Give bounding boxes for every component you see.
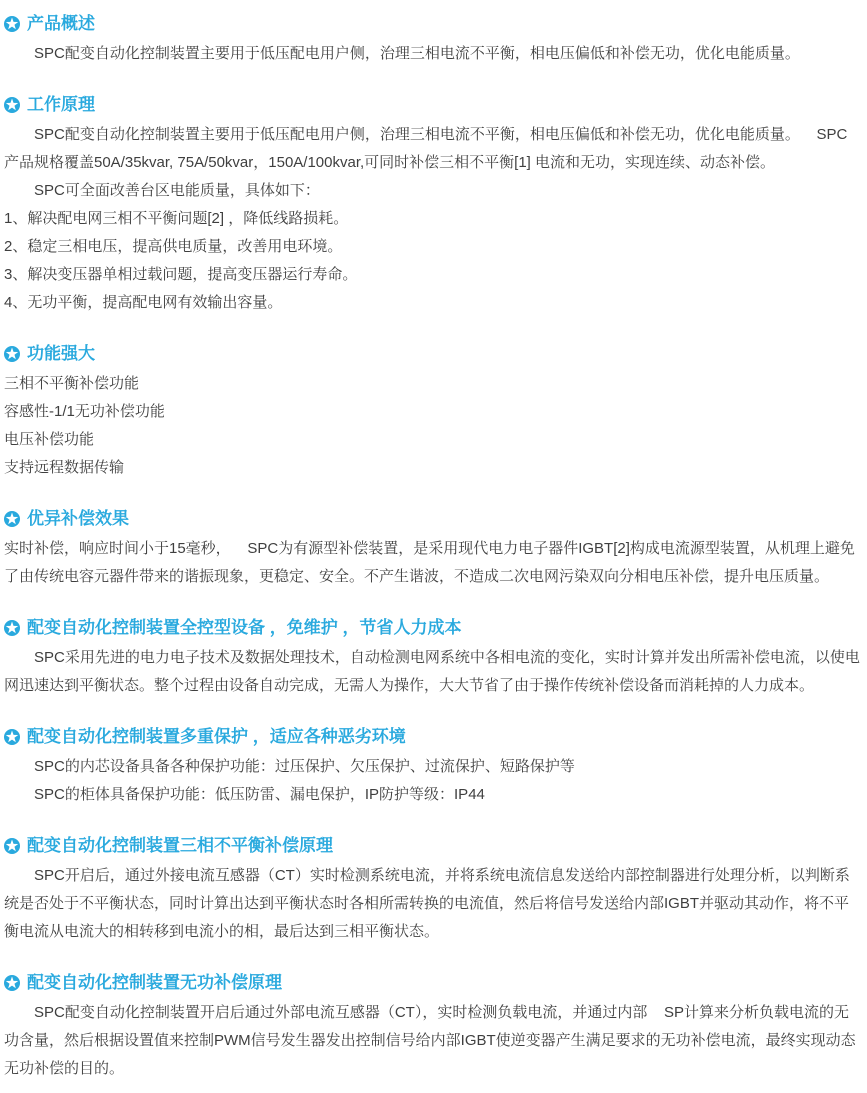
paragraph: SPC采用先进的电力电子技术及数据处理技术，自动检测电网系统中各相电流的变化，实时计算并发出所需补偿电流，以使电网迅速达到平衡状态。整个过程由设备自动完成，无需人为操作，大大节省了由于操作传统补偿设备而消耗掉的人力成本。 [4, 649, 860, 694]
section-7 [4, 834, 862, 946]
circled-star-icon [4, 838, 20, 854]
section-5 [4, 616, 862, 700]
section-4 [4, 507, 862, 591]
section-title: 配变自动化控制装置全控型设备 ，免维护 ，节省人力成本 [27, 618, 462, 637]
section-body [4, 999, 862, 1083]
section-body [4, 40, 862, 68]
section-heading [4, 342, 862, 366]
paragraph: 容感性-1/1无功补偿功能 [4, 403, 165, 420]
section-title: 功能强大 [27, 344, 95, 363]
paragraph: 2、稳定三相电压，提高供电质量，改善用电环境。 [4, 238, 343, 255]
section-body [4, 753, 862, 809]
section-heading [4, 93, 862, 117]
section-6 [4, 725, 862, 809]
paragraph: SPC配变自动化控制装置主要用于低压配电用户侧，治理三相电流不平衡，相电压偏低和补偿无功，优化电能质量。 [34, 45, 800, 62]
section-8 [4, 971, 862, 1083]
section-body [4, 644, 862, 700]
circled-star-icon [4, 346, 20, 362]
circled-star-icon [4, 729, 20, 745]
section-title: 配变自动化控制装置三相不平衡补偿原理 [27, 836, 333, 855]
circled-star-icon [4, 511, 20, 527]
section-3 [4, 342, 862, 482]
product-document-page [4, 12, 862, 1083]
content [4, 12, 862, 1083]
section-heading [4, 725, 862, 749]
section-title: 配变自动化控制装置多重保护 ，适应各种恶劣环境 [27, 727, 406, 746]
section-title: 配变自动化控制装置无功补偿原理 [27, 973, 282, 992]
section-heading [4, 507, 862, 531]
paragraph: SPC配变自动化控制装置开启后通过外部电流互感器（CT），实时检测负载电流，并通过内部 SP计算来分析负载电流的无功含量，然后根据设置值来控制PWM信号发生器发出控制信号给内部IGBT使逆变器产生满足要求的无功补偿电流，最终实现动态无功补偿的目的。 [4, 1004, 856, 1077]
section-1 [4, 12, 862, 68]
section-title: 产品概述 [27, 14, 95, 33]
section-heading [4, 12, 862, 36]
section-heading [4, 834, 862, 858]
section-body [4, 535, 862, 591]
circled-star-icon [4, 16, 20, 32]
section-2 [4, 93, 862, 317]
section-title: 工作原理 [27, 95, 95, 114]
circled-star-icon [4, 97, 20, 113]
section-heading [4, 616, 862, 640]
paragraph: SPC的内芯设备具备各种保护功能：过压保护、欠压保护、过流保护、短路保护等 [34, 758, 575, 775]
paragraph: SPC配变自动化控制装置主要用于低压配电用户侧，治理三相电流不平衡，相电压偏低和补偿无功，优化电能质量。 SPC产品规格覆盖50A/35kvar, 75A/50kvar，150A/100kvar,可同时补偿三相不平衡[1] 电流和无功，实现连续、动态补偿。 [4, 126, 848, 171]
section-body [4, 862, 862, 946]
paragraph: SPC开启后，通过外接电流互感器（CT）实时检测系统电流，并将系统电流信息发送给内部控制器进行处理分析，以判断系统是否处于不平衡状态，同时计算出达到平衡状态时各相所需转换的电流值，然后将信号发送给内部IGBT并驱动其动作，将不平衡电流从电流大的相转移到电流小的相，最后达到三相平衡状态。 [4, 867, 850, 940]
section-title: 优异补偿效果 [27, 509, 129, 528]
paragraph: 1、解决配电网三相不平衡问题[2] ，降低线路损耗。 [4, 210, 349, 227]
circled-star-icon [4, 620, 20, 636]
paragraph: 实时补偿，响应时间小于15毫秒， SPC为有源型补偿装置，是采用现代电力电子器件IGBT[2]构成电流源型装置，从机理上避免了由传统电容元器件带来的谐振现象，更稳定、安全。不产生谐波，不造成二次电网污染双向分相电压补偿，提升电压质量。 [4, 540, 855, 585]
paragraph: SPC的柜体具备保护功能：低压防雷、漏电保护，IP防护等级：IP44 [34, 786, 485, 803]
section-body [4, 121, 862, 317]
paragraph: 支持远程数据传输 [4, 459, 125, 476]
circled-star-icon [4, 975, 20, 991]
section-heading [4, 971, 862, 995]
paragraph: 三相不平衡补偿功能 [4, 375, 140, 392]
paragraph: 3、解决变压器单相过载问题，提高变压器运行寿命。 [4, 266, 358, 283]
paragraph: SPC可全面改善台区电能质量，具体如下： [34, 182, 320, 199]
section-body [4, 370, 862, 482]
paragraph: 电压补偿功能 [4, 431, 95, 448]
paragraph: 4、无功平衡，提高配电网有效输出容量。 [4, 294, 283, 311]
